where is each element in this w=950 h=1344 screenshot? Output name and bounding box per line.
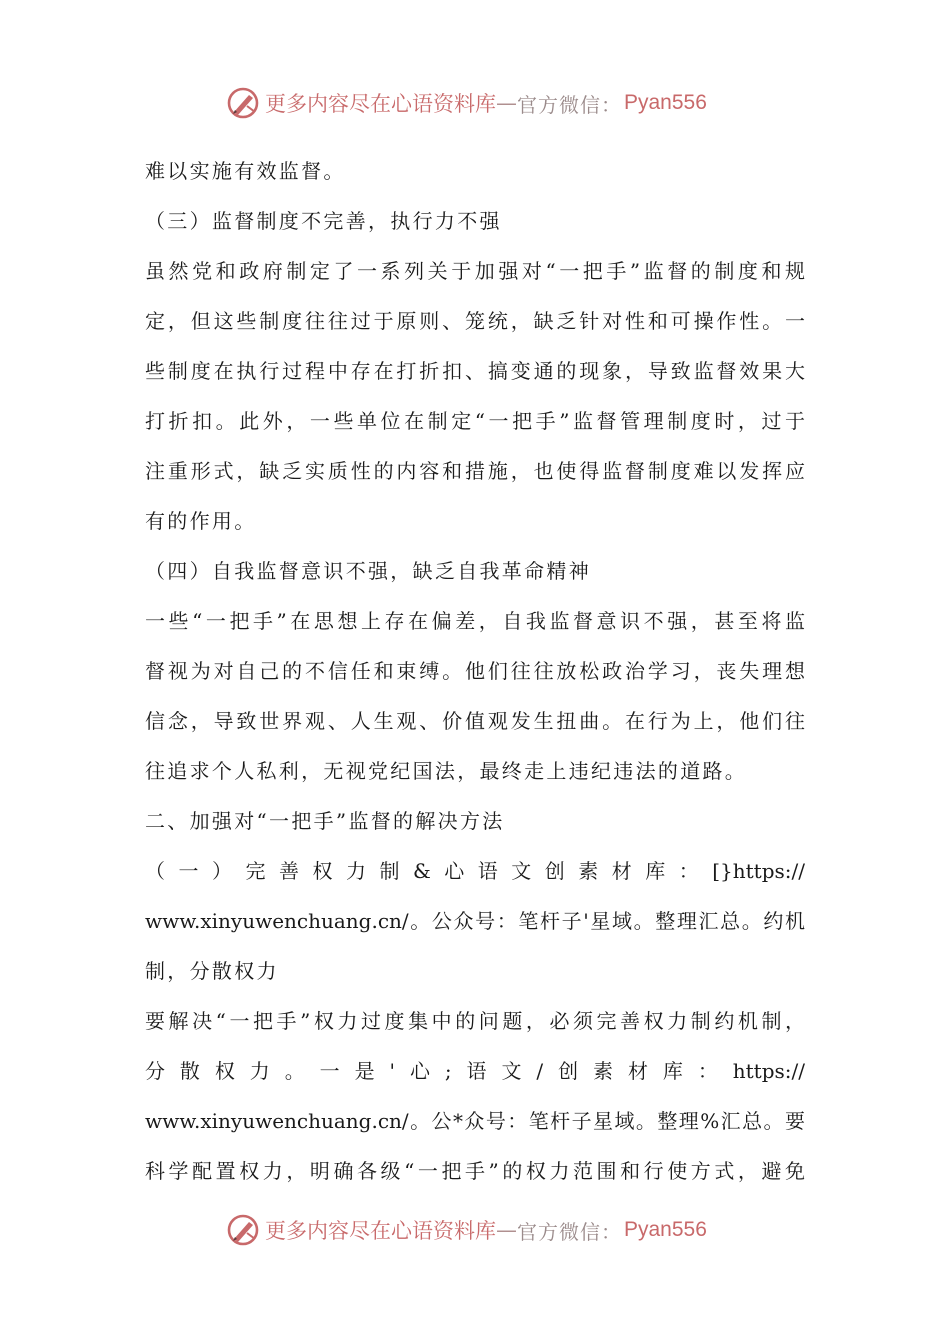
banner-separator: — xyxy=(496,91,517,115)
body-line: 督视为对自己的不信任和束缚。他们往往放松政治学习，丧失理想 xyxy=(145,659,805,683)
section-heading: （三）监督制度不完善，执行力不强 xyxy=(145,209,502,233)
body-line: 些制度在执行过程中存在打折扣、搞变通的现象，导致监督效果大 xyxy=(145,359,805,383)
banner-brand-text: 更多内容尽在心语资料库 xyxy=(265,1219,496,1243)
section-heading: （四）自我监督意识不强，缺乏自我革命精神 xyxy=(145,559,591,583)
banner-separator: — xyxy=(496,1218,517,1242)
body-line: www.xinyuwenchuang.cn/。公众号：笔杆子'星域。整理汇总。约机 xyxy=(145,909,805,933)
body-line: 有的作用。 xyxy=(145,509,257,533)
body-line: 定，但这些制度往往过于原则、笼统，缺乏针对性和可操作性。一 xyxy=(145,309,805,333)
footer-banner xyxy=(225,1209,707,1251)
section-heading: （一）完善权力制&心语文创素材库：[}https:// xyxy=(145,859,805,883)
banner-brand-text: 更多内容尽在心语资料库 xyxy=(265,92,496,116)
body-line: 注重形式，缺乏实质性的内容和措施，也使得监督制度难以发挥应 xyxy=(145,459,805,483)
body-line: 分散权力。一是'心;语文/创素材库：https:// xyxy=(145,1059,805,1083)
document-body xyxy=(145,146,805,1196)
body-line: 虽然党和政府制定了一系列关于加强对“一把手”监督的制度和规 xyxy=(145,259,805,283)
banner-wechat-id: Pyan556 xyxy=(624,91,707,114)
header-banner xyxy=(225,82,707,124)
banner-official-text: 官方微信： xyxy=(517,92,622,117)
body-line: www.xinyuwenchuang.cn/。公*众号：笔杆子星域。整理%汇总。要 xyxy=(145,1109,805,1133)
section-heading: 二、加强对“一把手”监督的解决方法 xyxy=(145,809,505,833)
body-line: 信念，导致世界观、人生观、价值观发生扭曲。在行为上，他们往 xyxy=(145,709,805,733)
pen-logo-icon xyxy=(225,85,261,121)
pen-logo-icon xyxy=(225,1212,261,1248)
body-line: 科学配置权力，明确各级“一把手”的权力范围和行使方式，避免 xyxy=(145,1159,805,1183)
body-line: 往追求个人私利，无视党纪国法，最终走上违纪违法的道路。 xyxy=(145,759,748,783)
body-line: 要解决“一把手”权力过度集中的问题，必须完善权力制约机制， xyxy=(145,1009,805,1033)
banner-official-text: 官方微信： xyxy=(517,1219,622,1244)
body-line: 一些“一把手”在思想上存在偏差，自我监督意识不强，甚至将监 xyxy=(145,609,805,633)
body-line: 难以实施有效监督。 xyxy=(145,159,346,183)
body-line: 打折扣。此外，一些单位在制定“一把手”监督管理制度时，过于 xyxy=(145,409,805,433)
banner-wechat-id: Pyan556 xyxy=(624,1218,707,1241)
body-line: 制，分散权力 xyxy=(145,959,279,983)
